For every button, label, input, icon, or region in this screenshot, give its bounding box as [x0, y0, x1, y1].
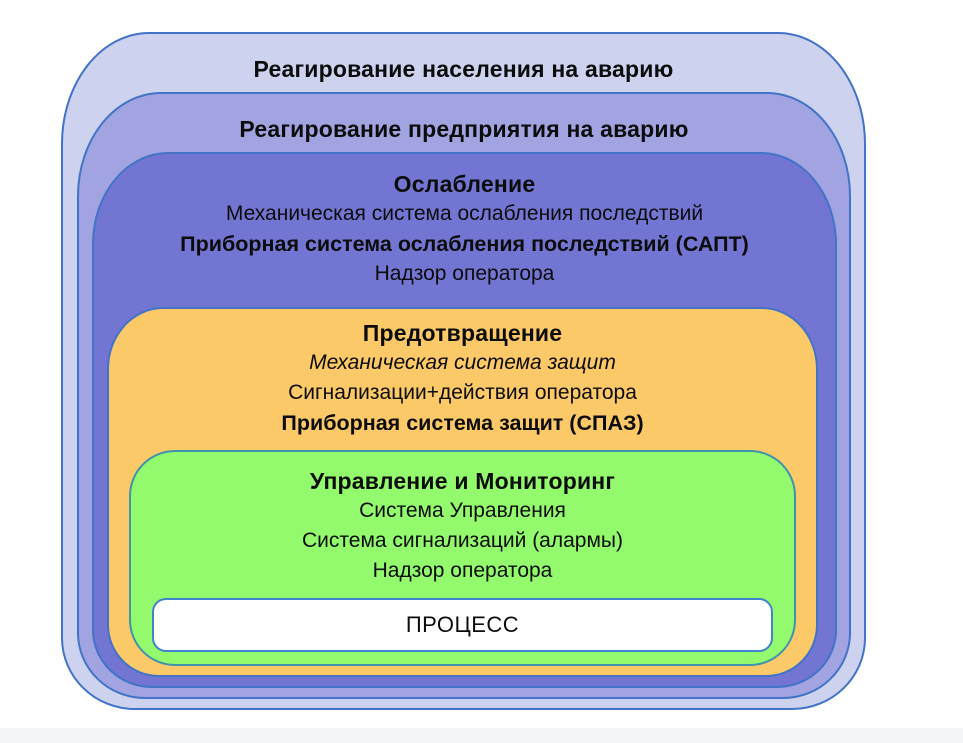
layer-process: [152, 598, 773, 652]
layer-control-monitoring-line-control-system: Система Управления: [359, 499, 566, 522]
layer-control-monitoring-line-alarm-system: Система сигнализаций (алармы): [302, 529, 623, 552]
layer-mitigation-text: [94, 154, 835, 289]
page-bottom-strip: [0, 728, 963, 743]
layer-enterprise-response-text: [79, 94, 849, 144]
layer-prevention-line-alarms-operator-actions: Сигнализации+действия оператора: [288, 381, 637, 404]
layer-mitigation-title: Ослабление: [393, 171, 536, 197]
layer-control-monitoring-title: Управление и Мониторинг: [309, 468, 616, 494]
layer-prevention-title: Предотвращение: [362, 320, 563, 346]
layer-population-response-text: [63, 34, 864, 84]
layer-prevention-line-instrumented-spaz: Приборная система защит (СПАЗ): [281, 411, 644, 435]
layer-enterprise-response-title: Реагирование предприятия на аварию: [239, 116, 689, 142]
layer-prevention-line-mechanical-protections: Механическая система защит: [309, 351, 616, 374]
layer-population-response-title: Реагирование населения на аварию: [253, 56, 674, 82]
layer-process-title: ПРОЦЕСС: [405, 612, 520, 637]
layer-control-monitoring-text: [131, 452, 794, 586]
layer-control-monitoring-line-operator-supervision: Надзор оператора: [372, 559, 553, 582]
layer-prevention-text: [109, 309, 816, 438]
layer-mitigation-line-mechanical: Механическая система ослабления последствий: [225, 202, 704, 225]
layer-mitigation-line-operator-supervision: Надзор оператора: [374, 262, 555, 285]
layer-mitigation-line-instrumented-sapt: Приборная система ослабления последствий (САПТ): [180, 232, 749, 256]
